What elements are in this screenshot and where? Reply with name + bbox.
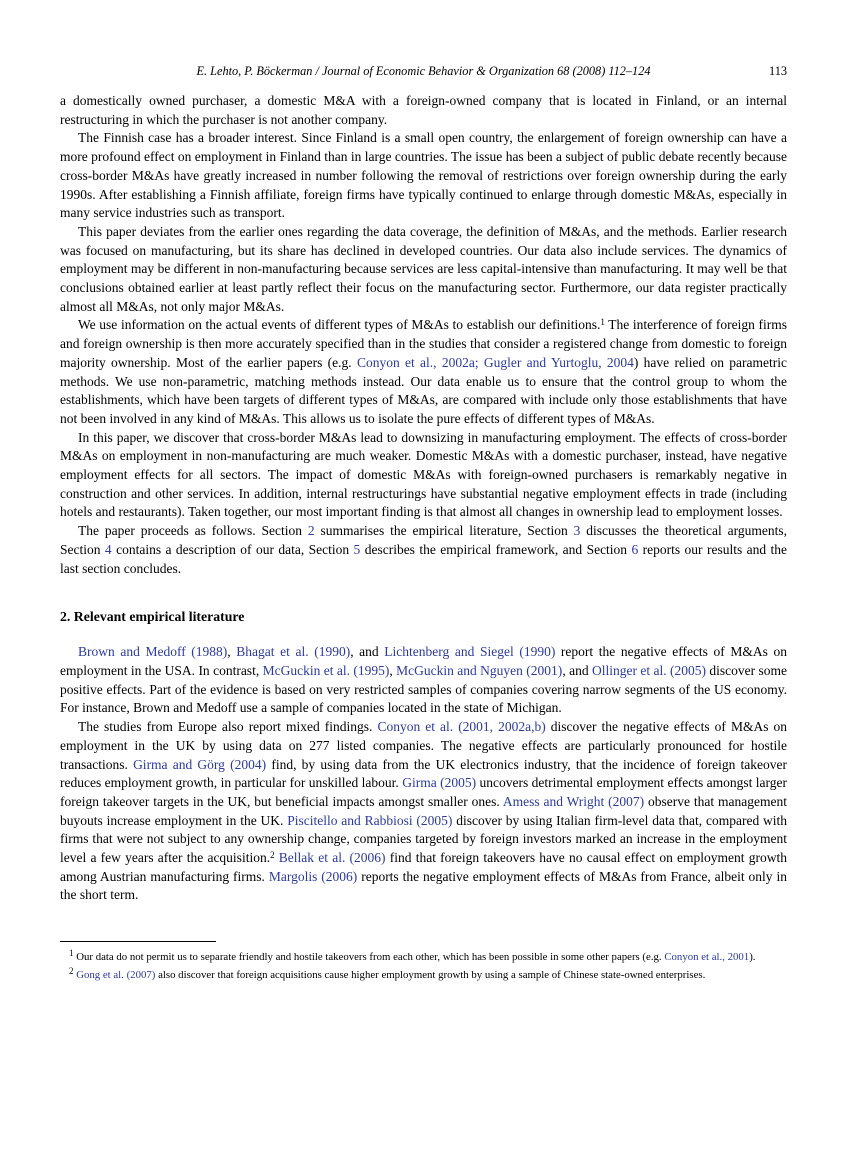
citation-link[interactable]: Conyon et al., 2001 xyxy=(664,951,750,964)
text-run: In this paper, we discover that cross-border M&As lead to downsizing in manufacturing employment. The effects of cross-border M&As on employment in non-manufacturing are much weaker. Domestic M&As with a domestic purchaser, instead, have negative employment effects for all sectors. The impact of domestic M&As with foreign-owned purchasers is remarkably negative in construction and other services. In addition, internal restructurings have substantial negative employment effects in trade (including hotels and restaurants). Taken together, our most important finding is that almost all changes in ownership lead to employment losses. xyxy=(60,429,787,520)
text-run: This paper deviates from the earlier ones regarding the data coverage, the definition of M&As, and the methods. Earlier research was focused on manufacturing, but its share has declined in developed countries. Our data also include services. The dynamics of employment may be different in non-manufacturing because services are less capital-intensive than manufacturing. It may well be that conclusions obtained earlier at least partly reflect their focus on the manufacturing sector. Furthermore, our data register practically almost all M&As, not only major M&As. xyxy=(60,223,787,314)
citation-link[interactable]: 4 xyxy=(104,541,112,557)
text-run: The Finnish case has a broader interest. Since Finland is a small open country, the enlargement of foreign ownership can have a more profound effect on employment in Finland than in large countries. The issue has been a subject of public debate recently because cross-border M&As have greatly increased in number following the removal of restrictions over foreign ownership during the early 1990s. After establishing a Finnish affiliate, foreign firms have typically continued to enlarge through domestic M&As, especially in many service industries such as transport. xyxy=(60,130,787,221)
text-run: discover the negative effects of M&As on employment in the UK by using data on 277 listed companies. The negative effects are particularly pronounced for hostile transactions. xyxy=(60,719,787,772)
paragraph xyxy=(60,643,787,718)
citation-link[interactable]: Bhagat et al. (1990) xyxy=(236,644,351,660)
footnote xyxy=(60,950,787,965)
citation-link[interactable]: 3 xyxy=(573,523,581,539)
citation-link[interactable]: Conyon et al. (2001, 2002a,b) xyxy=(377,719,546,735)
text-run: contains a description of our data, Section xyxy=(111,541,354,557)
citation-link[interactable]: Girma and Görg (2004) xyxy=(133,756,267,772)
citation-link[interactable]: 5 xyxy=(353,541,361,557)
citation-link[interactable]: Lichtenberg and Siegel (1990) xyxy=(384,644,556,660)
paragraph xyxy=(60,718,787,905)
text-run: discover by using Italian firm-level data that, compared with firms that were not subject to any ownership change, companies targeted by foreign investors marked an increase in the employment level a few years after the acquisition. xyxy=(60,812,788,866)
text-run: find that foreign takeovers have no causal effect on employment growth among Austrian manufacturing firms. xyxy=(60,850,788,884)
text-run: The studies from Europe also report mixed findings. xyxy=(78,719,378,735)
footnote xyxy=(60,968,787,983)
footnote-marker: 1 xyxy=(69,948,74,959)
footnote-divider xyxy=(60,941,216,942)
text-run: a domestically owned purchaser, a domestic M&A with a foreign-owned company that is located in Finland, or an internal restructuring in which the purchaser is not another company. xyxy=(60,93,787,127)
footnote-marker: 1 xyxy=(600,317,605,328)
paragraph xyxy=(60,129,787,223)
paragraph xyxy=(60,223,787,317)
running-title: E. Lehto, P. Böckerman / Journal of Economic Behavior & Organization 68 (2008) 112–124 xyxy=(196,64,651,78)
text-run: also discover that foreign acquisitions cause higher employment growth by using a sample of Chinese state-owned enterprises. xyxy=(155,969,706,982)
text-run: The interference of foreign firms and foreign ownership is then more accurately specified than in the studies that consider a registered change from domestic to foreign majority ownership. Most of the earlier papers (e.g. xyxy=(60,317,787,370)
text-run: discusses the theoretical arguments, Section xyxy=(60,523,787,557)
text-run: , xyxy=(389,662,397,678)
text-run: summarises the empirical literature, Section xyxy=(314,523,574,539)
paragraph xyxy=(60,522,787,578)
section-heading: 2. Relevant empirical literature xyxy=(60,609,245,625)
text-run: uncovers detrimental employment effects amongst larger foreign takeover targets in the UK, but beneficial impacts amongst smaller ones. xyxy=(60,775,788,809)
text-run: report the negative effects of M&As on employment in the USA. In contrast, xyxy=(60,644,788,678)
citation-link[interactable]: 2 xyxy=(307,523,315,539)
citation-link[interactable]: Gong et al. (2007) xyxy=(76,969,156,982)
text-run: reports the negative employment effects of M&As from France, albeit only in the short term. xyxy=(60,868,787,903)
citation-link[interactable]: Bellak et al. (2006) xyxy=(278,850,386,866)
text-run: The paper proceeds as follows. Section xyxy=(78,523,308,539)
citation-link[interactable]: Piscitello and Rabbiosi (2005) xyxy=(287,812,453,828)
text-run: ). xyxy=(749,951,756,964)
paragraph xyxy=(60,429,787,523)
paragraph xyxy=(60,316,787,428)
footnote-marker: 2 xyxy=(69,966,74,977)
footnotes xyxy=(60,941,787,983)
text-run: , and xyxy=(562,662,592,678)
citation-link[interactable]: Ollinger et al. (2005) xyxy=(591,662,706,678)
citation-link[interactable]: Conyon et al., 2002a; Gugler and Yurtoglu, 2004 xyxy=(356,354,634,370)
text-run: We use information on the actual events of different types of M&As to establish our definitions. xyxy=(78,317,601,333)
footnote-marker: 2 xyxy=(270,850,275,861)
text-run: find, by using data from the UK electronics industry, that the incidence of foreign takeover reduces employment growth, in particular for unskilled labour. xyxy=(60,756,788,791)
citation-link[interactable]: McGuckin and Nguyen (2001) xyxy=(396,662,563,678)
paragraph xyxy=(60,92,787,129)
text-run: reports our results and the last section concludes. xyxy=(60,541,788,576)
citation-link[interactable]: Amess and Wright (2007) xyxy=(502,793,645,809)
citation-link[interactable]: Girma (2005) xyxy=(402,775,477,791)
text-run: , and xyxy=(350,644,385,660)
article-body xyxy=(60,92,787,986)
text-run: describes the empirical framework, and Section xyxy=(360,541,632,557)
text-run: Our data do not permit us to separate friendly and hostile takeovers from each other, which has been possible in some other papers (e.g. xyxy=(73,951,665,964)
citation-link[interactable]: McGuckin et al. (1995) xyxy=(262,662,390,678)
citation-link[interactable]: Brown and Medoff (1988) xyxy=(78,644,228,660)
page-header xyxy=(60,64,787,79)
citation-link[interactable]: 6 xyxy=(631,541,639,557)
page-number: 113 xyxy=(769,64,787,78)
text-run: discover some positive effects. Part of the evidence is based on very restricted samples of companies covering narrow segments of the US economy. For instance, Brown and Medoff use a sample of companies located in the state of Michigan. xyxy=(60,662,788,716)
text-run: ) have relied on parametric methods. We use non-parametric, matching methods instead. Our data enable us to ensure that the control group to whom the establishments, which have been targets of different types of M&As, are compared with include only those establishments that have not been involved in any kind of M&As. This allows us to isolate the pure effects of different types of M&As. xyxy=(60,354,787,426)
citation-link[interactable]: Margolis (2006) xyxy=(268,868,358,884)
text-run: observe that management buyouts increase employment in the UK. xyxy=(60,793,787,828)
text-run: , xyxy=(227,644,237,660)
